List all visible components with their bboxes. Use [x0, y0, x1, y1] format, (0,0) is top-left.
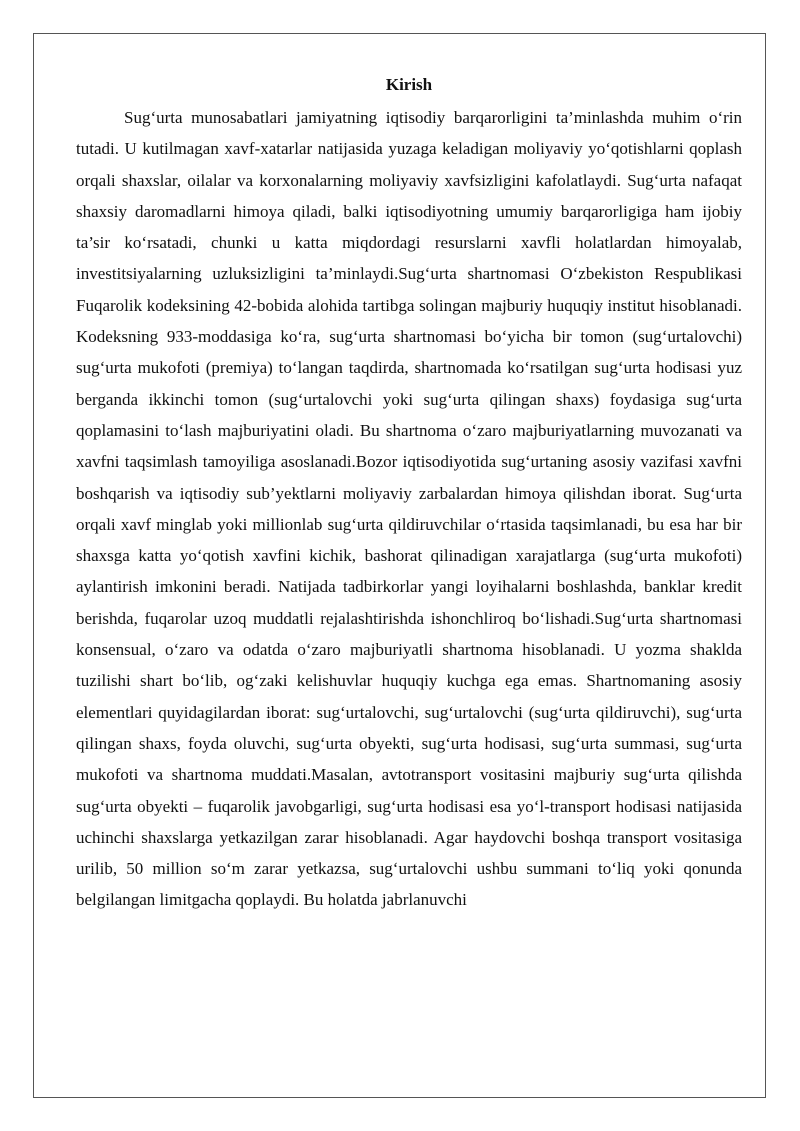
- body-paragraph: Sug‘urta munosabatlari jamiyatning iqtisodiy barqarorligini ta’minlashda muhim o‘rin tutadi. U kutilmagan xavf-xatarlar natijasida yuzaga keladigan moliyaviy yo‘qotishlarni qoplash orqali shaxslar, oilalar va korxonalarning moliyaviy xavfsizligini kafolatlaydi. Sug‘urta nafaqat shaxsiy daromadlarni himoya qiladi, balki iqtisodiyotning umumiy barqarorligiga ham ijobiy ta’sir ko‘rsatadi, chunki u katta miqdordagi resurslarni xavfli holatlardan himoyalab, investitsiyalarning uzluksizligini ta’minlaydi.Sug‘urta shartnomasi O‘zbekiston Respublikasi Fuqarolik kodeksining 42-bobida alohida tartibga solingan majburiy huquqiy institut hisoblanadi. Kodeksning 933-moddasiga ko‘ra, sug‘urta shartnomasi bo‘yicha bir tomon (sug‘urtalovchi) sug‘urta mukofoti (premiya) to‘langan taqdirda, shartnomada ko‘rsatilgan sug‘urta hodisasi yuz berganda ikkinchi tomon (sug‘urtalovchi yoki sug‘urta qilingan shaxs) foydasiga sug‘urta qoplamasini to‘lash majburiyatini oladi. Bu shartnoma o‘zaro majburiyatlarning muvozanati va xavfni taqsimlash tamoyiliga asoslanadi.Bozor iqtisodiyotida sug‘urtaning asosiy vazifasi xavfni boshqarish va iqtisodiy sub’yektlarni moliyaviy zarbalardan himoya qilishdan iborat. Sug‘urta orqali xavf minglab yoki millionlab sug‘urta qildiruvchilar o‘rtasida taqsimlanadi, bu esa har bir shaxsga katta yo‘qotish xavfini kichik, bashorat qilinadigan xarajatlarga (sug‘urta mukofoti) aylantirish imkonini beradi. Natijada tadbirkorlar yangi loyihalarni boshlashda, banklar kredit berishda, fuqarolar uzoq muddatli rejalashtirishda ishonchliroq bo‘lishadi.Sug‘urta shartnomasi konsensual, o‘zaro va odatda o‘zaro majburiyatli shartnoma hisoblanadi. U yozma shaklda tuzilishi shart bo‘lib, og‘zaki kelishuvlar huquqiy kuchga ega emas. Shartnomaning asosiy elementlari quyidagilardan iborat: sug‘urtalovchi, sug‘urtalovchi (sug‘urta qildiruvchi), sug‘urta qilingan shaxs, foyda oluvchi, sug‘urta obyekti, sug‘urta hodisasi, sug‘urta summasi, sug‘urta mukofoti va shartnoma muddati.Masalan, avtotransport vositasini majburiy sug‘urta qilishda sug‘urta obyekti – fuqarolik javobgarligi, sug‘urta hodisasi esa yo‘l-transport hodisasi natijasida uchinchi shaxslarga yetkazilgan zarar hisoblanadi. Agar haydovchi boshqa transport vositasiga urilib, 50 million so‘m zarar yetkazsa, sug‘urtalovchi ushbu summani to‘liq yoki qonunda belgilangan limitgacha qoplaydi. Bu holatda jabrlanuvchi: [76, 108, 742, 910]
- document-body: [76, 70, 742, 916]
- document-title: Kirish: [385, 75, 433, 94]
